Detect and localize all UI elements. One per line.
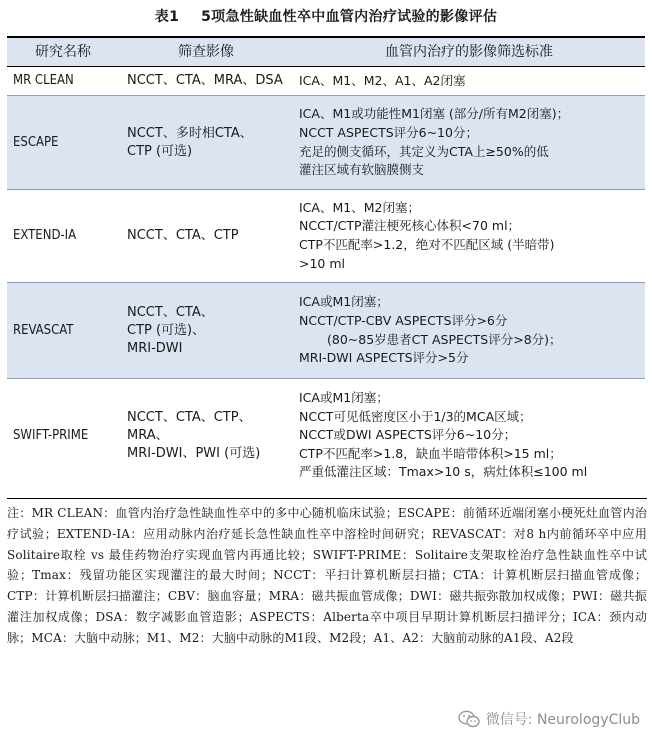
imaging-line: CTP (可选)、: [127, 322, 206, 338]
criteria-line: NCCT ASPECTS评分6~10分；: [299, 124, 478, 140]
criteria-line: CTP不匹配率>1.8，缺血半暗带体积>15 ml；: [299, 445, 562, 461]
criteria-line: MRI-DWI ASPECTS评分>5分: [299, 350, 469, 366]
criteria-line: 严重低灌注区域：Tmax>10 s，病灶体积≤100 ml: [299, 464, 588, 480]
criteria-line: ICA、M1、M2、A1、A2闭塞: [299, 72, 466, 88]
criteria-line: ICA或M1闭塞；: [299, 294, 389, 310]
table-row: [7, 283, 645, 379]
selection-criteria: [293, 379, 645, 492]
imaging-line: NCCT、CTA、CTP、MRA、: [127, 409, 252, 443]
imaging-line: MRI-DWI、PWI (可选): [127, 445, 261, 461]
table-row: [7, 379, 645, 492]
imaging-line: CTP (可选): [127, 143, 193, 159]
screening-imaging: [119, 96, 293, 189]
imaging-line: NCCT、多时相CTA、: [127, 125, 253, 141]
table-notes: 注：MR CLEAN：血管内治疗急性缺血性卒中的多中心随机临床试验；ESCAPE：前循环近端闭塞小梗死灶血管内治疗试验；EXTEND-IA：应用动脉内治疗延长急性缺血性卒中溶栓时间研究；REVASCAT：对8 h内前循环卒中应用Solitaire取栓 vs 最佳药物治疗实现血管内再通比较；SWIFT-PRIME：Solitaire支架取栓治疗急性缺血性卒中试验；Tmax：残留功能区实现灌注的最大时间；NCCT：平扫计算机断层扫描；CTA：计算机断层扫描血管成像；CTP：计算机断层扫描灌注；CBV：脑血容量；MRA：磁共振血管成像；DWI：磁共振弥散加权成像；PWI：磁共振灌注加权成像；DSA：数字减影血管造影；ASPECTS：Alberta卒中项目早期计算机断层扫描评分；ICA：颈内动脉；MCA：大脑中动脉；M1、M2：大脑中动脉的M1段、M2段；A1、A2：大脑前动脉的A1段、A2段: [7, 498, 647, 649]
table-row: [7, 96, 645, 190]
selection-criteria: [293, 96, 645, 189]
selection-criteria: [293, 283, 645, 378]
watermark: [458, 709, 640, 729]
criteria-line: ICA或M1闭塞；: [299, 390, 389, 406]
criteria-line: ICA、M1、M2闭塞；: [299, 199, 420, 215]
criteria-line: ICA、M1或功能性M1闭塞 (部分/所有M2闭塞)；: [299, 106, 570, 122]
table-row: [7, 190, 645, 283]
criteria-line: NCCT/CTP-CBV ASPECTS评分>6分: [299, 312, 508, 328]
imaging-line: MRI-DWI: [127, 340, 183, 356]
selection-criteria: [293, 67, 645, 95]
criteria-line: >10 ml: [299, 255, 346, 271]
screening-imaging: [119, 283, 293, 378]
table-header-row: [7, 38, 645, 67]
study-name: SWIFT-PRIME: [13, 427, 89, 443]
table-row: [7, 67, 645, 96]
table-title-text: 5项急性缺血性卒中血管内治疗试验的影像评估: [201, 9, 498, 25]
criteria-line: NCCT/CTP灌注梗死核心体积<70 ml；: [299, 218, 521, 234]
criteria-line: NCCT可见低密度区小于1/3的MCA区域；: [299, 408, 532, 424]
wechat-icon: [458, 710, 480, 728]
imaging-table: [7, 36, 645, 492]
criteria-line: 充足的侧支循环，其定义为CTA上≥50%的低: [299, 143, 549, 159]
study-name: REVASCAT: [13, 322, 74, 338]
imaging-line: NCCT、CTA、CTP: [127, 228, 239, 243]
criteria-line: 灌注区域有软脑膜侧支: [299, 162, 425, 178]
header-screening-imaging: 筛查影像: [178, 44, 234, 60]
imaging-line: NCCT、CTA、: [127, 304, 214, 320]
watermark-text: 微信号: NeurologyClub: [485, 712, 640, 728]
screening-imaging: [119, 67, 293, 95]
criteria-line: CTP不匹配率>1.2，绝对不匹配区域 (半暗带): [299, 237, 555, 252]
study-name: EXTEND-IA: [13, 228, 77, 243]
criteria-line: (80~85岁患者CT ASPECTS评分>8分)；: [327, 331, 562, 347]
header-selection-criteria: 血管内治疗的影像筛选标准: [385, 44, 553, 60]
criteria-line: NCCT或DWI ASPECTS评分6~10分；: [299, 427, 517, 443]
screening-imaging: [119, 379, 293, 492]
header-study-name: 研究名称: [35, 44, 91, 60]
table-number: 表1: [154, 9, 180, 25]
study-name: MR CLEAN: [13, 73, 74, 88]
table-title: [0, 6, 652, 26]
screening-imaging: [119, 190, 293, 282]
study-name: ESCAPE: [13, 134, 59, 150]
imaging-line: NCCT、CTA、MRA、DSA: [127, 73, 283, 88]
selection-criteria: [293, 190, 645, 282]
